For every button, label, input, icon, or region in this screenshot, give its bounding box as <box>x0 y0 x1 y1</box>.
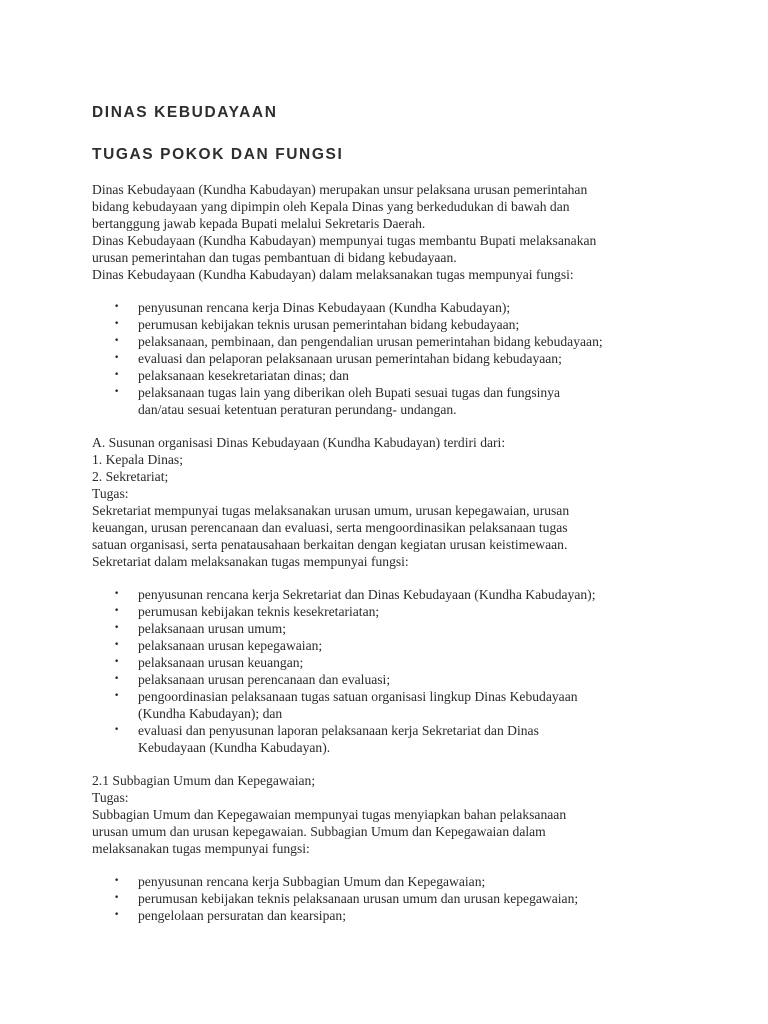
bullet-icon: • <box>114 725 120 735</box>
spacer <box>92 756 682 772</box>
list-item-line: penyusunan rencana kerja Subbagian Umum dan Kepegawaian; <box>138 874 486 889</box>
susunan-paragraph <box>92 434 682 570</box>
bullet-icon: • <box>114 589 120 599</box>
list-item <box>92 722 682 756</box>
list-item-line: penyusunan rencana kerja Dinas Kebudayaan (Kundha Kabudayan); <box>138 300 511 315</box>
list-item-line: perumusan kebijakan teknis pelaksanaan urusan umum dan urusan kepegawaian; <box>138 891 579 906</box>
list-item-line: pelaksanaan urusan perencanaan dan evaluasi; <box>138 672 391 687</box>
text-line: Tugas: <box>92 790 129 805</box>
list-item <box>92 586 682 603</box>
text-line: 1. Kepala Dinas; <box>92 452 183 467</box>
intro-paragraph <box>92 181 682 283</box>
bullet-icon: • <box>114 623 120 633</box>
list-item <box>92 316 682 333</box>
spacer <box>92 570 682 586</box>
list-item <box>92 671 682 688</box>
list-item-line: pelaksanaan kesekretariatan dinas; dan <box>138 368 349 383</box>
list-item <box>92 907 682 924</box>
text-line: Sekretariat mempunyai tugas melaksanakan urusan umum, urusan kepegawaian, urusan <box>92 503 570 518</box>
bullet-icon: • <box>114 640 120 650</box>
bullet-icon: • <box>114 319 120 329</box>
text-line: Dinas Kebudayaan (Kundha Kabudayan) merupakan unsur pelaksana urusan pemerintahan <box>92 182 588 197</box>
list-item-line: pelaksanaan, pembinaan, dan pengendalian urusan pemerintahan bidang kebudayaan; <box>138 334 603 349</box>
list-item <box>92 299 682 316</box>
subbagian-paragraph <box>92 772 682 857</box>
list-item-line: penyusunan rencana kerja Sekretariat dan Dinas Kebudayaan (Kundha Kabudayan); <box>138 587 596 602</box>
bullet-icon: • <box>114 370 120 380</box>
document-title: DINAS KEBUDAYAAN <box>92 104 278 121</box>
list-item <box>92 384 682 418</box>
bullet-icon: • <box>114 674 120 684</box>
text-line: Tugas: <box>92 486 129 501</box>
fungsi-dinas-list <box>92 299 682 418</box>
list-item <box>92 654 682 671</box>
list-item-line: pelaksanaan urusan kepegawaian; <box>138 638 323 653</box>
section-heading: TUGAS POKOK DAN FUNGSI <box>92 146 344 163</box>
bullet-icon: • <box>114 387 120 397</box>
bullet-icon: • <box>114 876 120 886</box>
bullet-icon: • <box>114 336 120 346</box>
text-line: Dinas Kebudayaan (Kundha Kabudayan) dalam melaksanakan tugas mempunyai fungsi: <box>92 267 574 282</box>
list-item <box>92 890 682 907</box>
text-line: urusan pemerintahan dan tugas pembantuan di bidang kebudayaan. <box>92 250 457 265</box>
list-item-line: pengoordinasian pelaksanaan tugas satuan organisasi lingkup Dinas Kebudayaan <box>138 689 578 704</box>
list-item-line: (Kundha Kabudayan); dan <box>138 706 283 721</box>
list-item <box>92 637 682 654</box>
text-line: bertanggung jawab kepada Bupati melalui Sekretaris Daerah. <box>92 216 426 231</box>
list-item-line: evaluasi dan penyusunan laporan pelaksanaan kerja Sekretariat dan Dinas <box>138 723 539 738</box>
list-item-line: Kebudayaan (Kundha Kabudayan). <box>138 740 331 755</box>
spacer <box>92 418 682 434</box>
list-item <box>92 333 682 350</box>
bullet-icon: • <box>114 353 120 363</box>
bullet-icon: • <box>114 691 120 701</box>
spacer <box>92 283 682 299</box>
list-item-line: pelaksanaan urusan umum; <box>138 621 286 636</box>
text-line: A. Susunan organisasi Dinas Kebudayaan (Kundha Kabudayan) terdiri dari: <box>92 435 506 450</box>
list-item-line: dan/atau sesuai ketentuan peraturan perundang- undangan. <box>138 402 457 417</box>
body-content <box>92 181 682 924</box>
list-item-line: evaluasi dan pelaporan pelaksanaan urusan pemerintahan bidang kebudayaan; <box>138 351 562 366</box>
text-line: bidang kebudayaan yang dipimpin oleh Kepala Dinas yang berkedudukan di bawah dan <box>92 199 570 214</box>
text-line: Subbagian Umum dan Kepegawaian mempunyai tugas menyiapkan bahan pelaksanaan <box>92 807 567 822</box>
text-line: Sekretariat dalam melaksanakan tugas mempunyai fungsi: <box>92 554 409 569</box>
spacer <box>92 857 682 873</box>
bullet-icon: • <box>114 910 120 920</box>
list-item <box>92 688 682 722</box>
bullet-icon: • <box>114 606 120 616</box>
text-line: 2.1 Subbagian Umum dan Kepegawaian; <box>92 773 316 788</box>
list-item <box>92 367 682 384</box>
text-line: keuangan, urusan perencanaan dan evaluasi, serta mengoordinasikan pelaksanaan tugas <box>92 520 568 535</box>
list-item-line: perumusan kebijakan teknis urusan pemerintahan bidang kebudayaan; <box>138 317 520 332</box>
fungsi-subbagian-list <box>92 873 682 924</box>
text-line: Dinas Kebudayaan (Kundha Kabudayan) mempunyai tugas membantu Bupati melaksanakan <box>92 233 597 248</box>
list-item <box>92 873 682 890</box>
list-item <box>92 350 682 367</box>
list-item-line: pelaksanaan tugas lain yang diberikan oleh Bupati sesuai tugas dan fungsinya <box>138 385 561 400</box>
text-line: 2. Sekretariat; <box>92 469 169 484</box>
list-item <box>92 620 682 637</box>
bullet-icon: • <box>114 657 120 667</box>
list-item-line: pengelolaan persuratan dan kearsipan; <box>138 908 346 923</box>
text-line: urusan umum dan urusan kepegawaian. Subbagian Umum dan Kepegawaian dalam <box>92 824 546 839</box>
bullet-icon: • <box>114 893 120 903</box>
list-item-line: pelaksanaan urusan keuangan; <box>138 655 304 670</box>
text-line: melaksanakan tugas mempunyai fungsi: <box>92 841 310 856</box>
list-item-line: perumusan kebijakan teknis kesekretariatan; <box>138 604 380 619</box>
text-line: satuan organisasi, serta penatausahaan berkaitan dengan kegiatan urusan keistimewaan. <box>92 537 568 552</box>
bullet-icon: • <box>114 302 120 312</box>
list-item <box>92 603 682 620</box>
fungsi-sekretariat-list <box>92 586 682 756</box>
